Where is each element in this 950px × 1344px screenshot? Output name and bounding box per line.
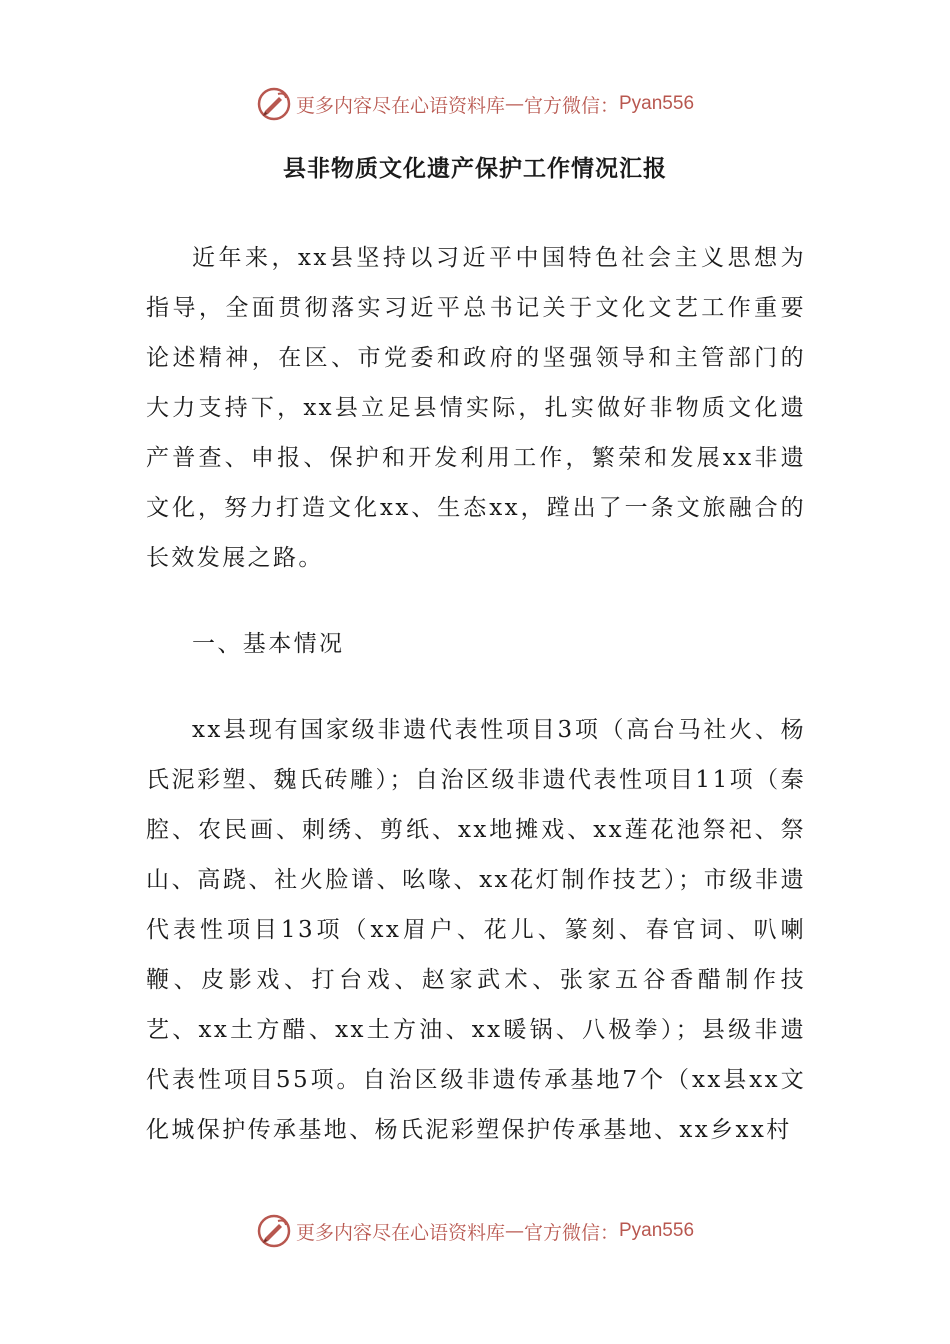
pen-logo-icon	[256, 1213, 292, 1249]
watermark-wechat-id: Pyan556	[619, 1220, 695, 1241]
section-heading: 一、基本情况	[192, 631, 345, 657]
intro-paragraph: 近年来，xx县坚持以习近平中国特色社会主义思想为指导，全面贯彻落实习近平总书记关于文化文艺工作重要论述精神，在区、市党委和政府的坚强领导和主管部门的大力支持下，xx县立足县情实际，扎实做好非物质文化遗产普查、申报、保护和开发利用工作，繁荣和发展xx非遗文化，努力打造文化xx、生态xx，蹚出了一条文旅融合的长效发展之路。	[146, 245, 806, 571]
watermark-separator: —	[504, 93, 524, 115]
document-body	[146, 233, 806, 1155]
basic-info-paragraph: xx县现有国家级非遗代表性项目3项（高台马社火、杨氏泥彩塑、魏氏砖雕）；自治区级非遗代表性项目11项（秦腔、农民画、刺绣、剪纸、xx地摊戏、xx莲花池祭祀、祭山、高跷、社火脸谱、吆喙、xx花灯制作技艺）；市级非遗代表性项目13项（xx眉户、花儿、篆刻、春官词、叭喇鞭、皮影戏、打台戏、赵家武术、张家五谷香醋制作技艺、xx土方醋、xx土方油、xx暖锅、八极拳）；县级非遗代表性项目55项。自治区级非遗传承基地7个（xx县xx文化城保护传承基地、杨氏泥彩塑保护传承基地、xx乡xx村	[146, 717, 806, 1143]
watermark-wechat-label: 官方微信：	[523, 94, 619, 117]
document-title: 县非物质文化遗产保护工作情况汇报	[283, 156, 667, 182]
watermark-wechat-label: 官方微信：	[523, 1221, 619, 1244]
watermark-banner-bottom	[0, 1211, 950, 1251]
watermark-brand-text: 更多内容尽在心语资料库	[295, 94, 505, 117]
watermark-wechat-id: Pyan556	[619, 93, 695, 114]
watermark-banner-top	[0, 84, 950, 124]
pen-logo-icon	[256, 86, 292, 122]
watermark-brand-text: 更多内容尽在心语资料库	[295, 1221, 505, 1244]
watermark-separator: —	[504, 1220, 524, 1242]
